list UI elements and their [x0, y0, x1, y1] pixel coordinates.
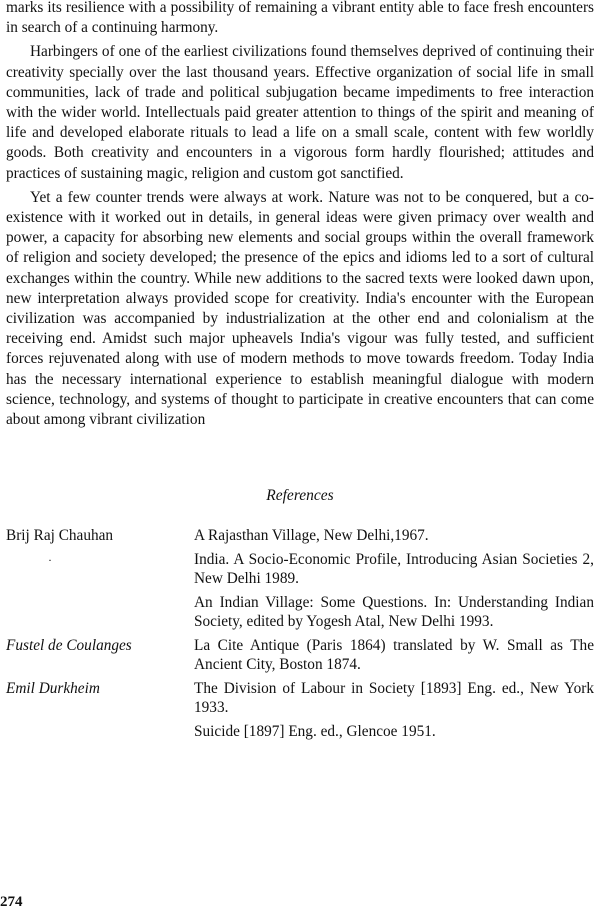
stray-mark: ·: [48, 553, 52, 568]
reference-author: Brij Raj Chauhan: [6, 527, 114, 545]
body-paragraph-1: marks its resilience with a possibility of remaining a vibrant entity able to face fresh encounters in search of a continuing harmony.: [6, 0, 594, 37]
reference-entry: La Cite Antique (Paris 1864) translated by W. Small as The Ancient City, Boston 1874.: [194, 636, 594, 674]
reference-entries: [194, 636, 594, 679]
reference-entries: [194, 526, 594, 636]
reference-entry: An Indian Village: Some Questions. In: Understanding Indian Society, edited by Yogesh Atal, New Delhi 1993.: [194, 593, 594, 631]
reference-entries: [194, 679, 594, 746]
reference-entry: India. A Socio-Economic Profile, Introducing Asian Societies 2, New Delhi 1989.: [194, 550, 594, 588]
reference-author: Emil Durkheim: [6, 679, 100, 697]
document-page: [6, 0, 594, 745]
reference-author: Fustel de Coulanges: [6, 636, 132, 654]
reference-entry: The Division of Labour in Society [1893] Eng. ed., New York 1933.: [194, 679, 594, 717]
reference-group-chauhan: [6, 526, 594, 636]
references-list: [6, 526, 594, 745]
body-paragraph-3: Yet a few counter trends were always at work. Nature was not to be conquered, but a co-existence with it worked out in details, in general ideas were given primacy over wealth and power, a capacity for absorbing new elements and social groups within the overall framework of religion and society developed; the presence of the epics and idioms led to a sort of cultural exchanges within the country. While new additions to the sacred texts were looked dawn upon, new interpretation always provided scope for creativity. India's encounter with the European civilization was accompanied by industrialization at the other end and colonialism at the receiving end. Amidst such major upheavels India's vigour was fully tested, and sufficient forces rejuvenated along with use of modern methods to move towards freedom. Today India has the necessary international experience to establish meaningful dialogue with modern science, technology, and systems of thought to participate in creative encounters that can come about among vibrant civilization: [6, 188, 594, 429]
references-heading: References: [266, 487, 334, 505]
reference-group-coulanges: [6, 636, 594, 679]
page-number: 274: [0, 894, 23, 910]
reference-entry: Suicide [1897] Eng. ed., Glencoe 1951.: [194, 722, 436, 740]
body-paragraph-2: Harbingers of one of the earliest civilizations found themselves deprived of continuing their creativity specially over the last thousand years. Effective organization of social life in small communities, lack of trade and political subjugation became impediments to free interaction with the wider world. Intellectuals paid greater attention to things of the spirit and meaning of life and developed elaborate rituals to lead a life on a small scale, content with few worldly goods. Both creativity and encounters in a vigorous form hardly flourished; attitudes and practices of sustaining magic, religion and custom got sanctified.: [6, 43, 594, 182]
reference-group-durkheim: [6, 679, 594, 746]
reference-entry: A Rajasthan Village, New Delhi,1967.: [194, 527, 429, 545]
